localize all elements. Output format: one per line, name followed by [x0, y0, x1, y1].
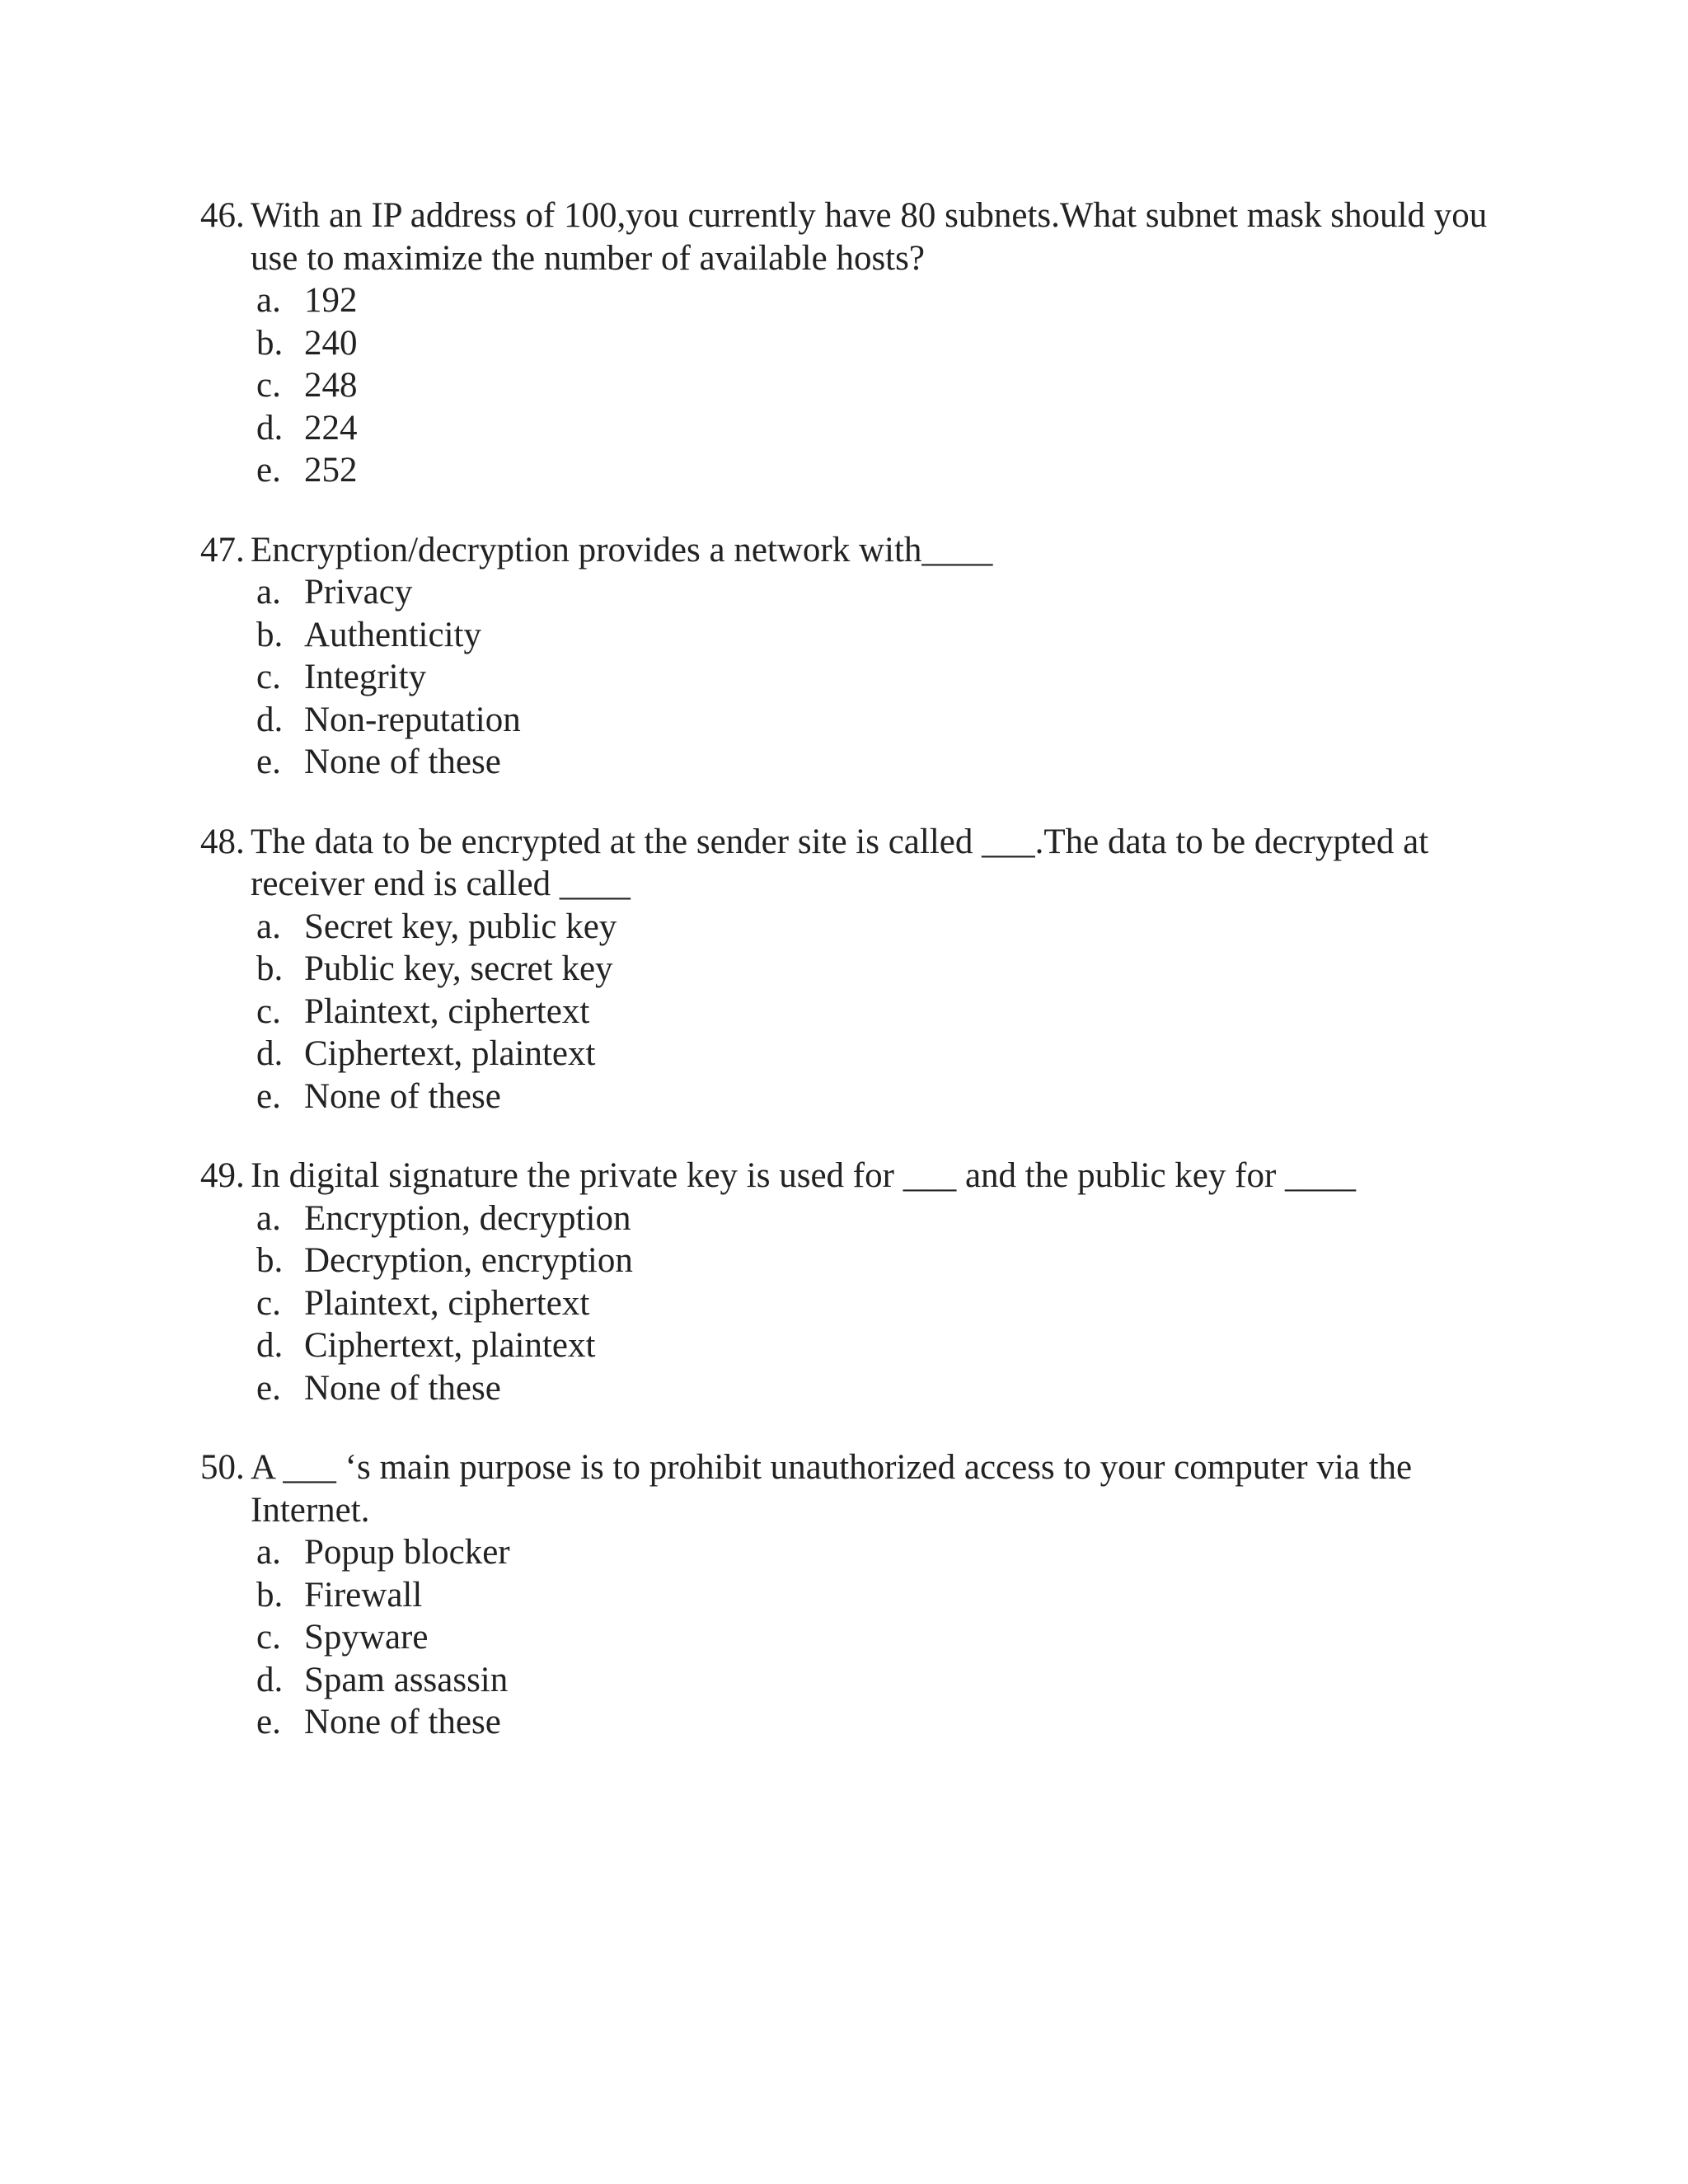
option-a	[256, 1531, 1519, 1574]
option-text: Plaintext, ciphertext	[304, 1283, 590, 1323]
option-text: Authenticity	[304, 615, 481, 654]
option-letter: e.	[256, 451, 281, 490]
option-text: Spam assassin	[304, 1660, 509, 1699]
option-letter: b.	[256, 615, 284, 654]
option-text: Spyware	[304, 1618, 429, 1657]
option-text: None of these	[304, 1703, 501, 1741]
option-c	[256, 1616, 1519, 1659]
option-d	[256, 699, 1519, 742]
option-text: Integrity	[304, 658, 427, 696]
question-50	[200, 1446, 1519, 1744]
option-letter: b.	[256, 1575, 284, 1615]
option-list	[200, 1531, 1519, 1744]
question-number: 47.	[200, 530, 245, 569]
option-letter: e.	[256, 1076, 281, 1116]
option-letter: a.	[256, 281, 281, 320]
question-header	[200, 821, 1519, 906]
option-text: Secret key, public key	[304, 907, 617, 946]
option-letter: d.	[256, 1660, 284, 1699]
question-header	[200, 529, 1519, 572]
question-48	[200, 821, 1519, 1118]
option-text: None of these	[304, 1076, 501, 1116]
question-49	[200, 1155, 1519, 1409]
option-letter: e.	[256, 1703, 281, 1741]
option-d	[256, 407, 1519, 450]
question-text: A ___ ‘s main purpose is to prohibit unauthorized access to your computer via the Internet.	[251, 1448, 1421, 1530]
option-letter: a.	[256, 1198, 281, 1238]
option-list	[200, 1197, 1519, 1410]
option-letter: c.	[256, 1283, 281, 1323]
option-a	[256, 571, 1519, 614]
option-letter: b.	[256, 1241, 284, 1280]
question-header	[200, 194, 1519, 279]
option-text: 240	[304, 323, 358, 363]
option-text: None of these	[304, 743, 501, 781]
option-text: Popup blocker	[304, 1533, 510, 1572]
option-text: 248	[304, 366, 358, 405]
option-a	[256, 906, 1519, 949]
option-text: Firewall	[304, 1575, 423, 1615]
question-header	[200, 1155, 1519, 1197]
option-b	[256, 948, 1519, 991]
question-text: In digital signature the private key is used for ___ and the public key for ____	[251, 1156, 1357, 1195]
question-46	[200, 194, 1519, 492]
option-text: 192	[304, 281, 358, 320]
option-text: None of these	[304, 1368, 501, 1408]
option-list	[200, 279, 1519, 492]
option-a	[256, 1197, 1519, 1240]
option-letter: c.	[256, 991, 281, 1031]
option-letter: b.	[256, 949, 284, 988]
option-a	[256, 279, 1519, 322]
option-b	[256, 322, 1519, 365]
question-number: 46.	[200, 196, 245, 235]
question-47	[200, 529, 1519, 784]
option-b	[256, 1240, 1519, 1282]
question-text: Encryption/decryption provides a network with____	[251, 530, 993, 569]
option-c	[256, 991, 1519, 1033]
option-text: Ciphertext, plaintext	[304, 1326, 596, 1365]
option-text: 224	[304, 408, 358, 448]
option-letter: e.	[256, 743, 281, 781]
option-text: Privacy	[304, 573, 413, 612]
option-text: 252	[304, 451, 358, 490]
option-d	[256, 1033, 1519, 1076]
option-letter: b.	[256, 323, 284, 363]
option-letter: d.	[256, 700, 284, 739]
option-c	[256, 364, 1519, 407]
option-letter: d.	[256, 408, 284, 448]
option-list	[200, 571, 1519, 784]
option-text: Plaintext, ciphertext	[304, 991, 590, 1031]
option-e	[256, 449, 1519, 492]
question-text: The data to be encrypted at the sender site is called ___.The data to be decrypted at receiver end is called ____	[251, 822, 1437, 903]
option-d	[256, 1659, 1519, 1702]
question-text: With an IP address of 100,you currently have 80 subnets.What subnet mask should you use to maximize the number of available hosts?	[251, 196, 1496, 278]
question-number: 50.	[200, 1448, 245, 1487]
option-text: Non-reputation	[304, 700, 521, 739]
option-e	[256, 1701, 1519, 1744]
option-text: Decryption, encryption	[304, 1241, 633, 1280]
option-letter: c.	[256, 366, 281, 405]
option-c	[256, 1282, 1519, 1325]
option-letter: d.	[256, 1326, 284, 1365]
question-list	[200, 194, 1519, 1781]
option-e	[256, 1076, 1519, 1118]
option-list	[200, 906, 1519, 1118]
option-text: Encryption, decryption	[304, 1198, 631, 1238]
option-letter: a.	[256, 1533, 281, 1572]
option-letter: e.	[256, 1368, 281, 1408]
option-c	[256, 656, 1519, 699]
option-letter: a.	[256, 573, 281, 612]
option-b	[256, 614, 1519, 657]
option-text: Public key, secret key	[304, 949, 613, 988]
option-e	[256, 1367, 1519, 1410]
option-letter: c.	[256, 658, 281, 696]
option-d	[256, 1324, 1519, 1367]
option-b	[256, 1574, 1519, 1617]
question-number: 49.	[200, 1156, 245, 1195]
option-e	[256, 741, 1519, 784]
option-letter: a.	[256, 907, 281, 946]
option-letter: c.	[256, 1618, 281, 1657]
option-text: Ciphertext, plaintext	[304, 1034, 596, 1073]
question-number: 48.	[200, 822, 245, 861]
question-header	[200, 1446, 1519, 1531]
option-letter: d.	[256, 1034, 284, 1073]
